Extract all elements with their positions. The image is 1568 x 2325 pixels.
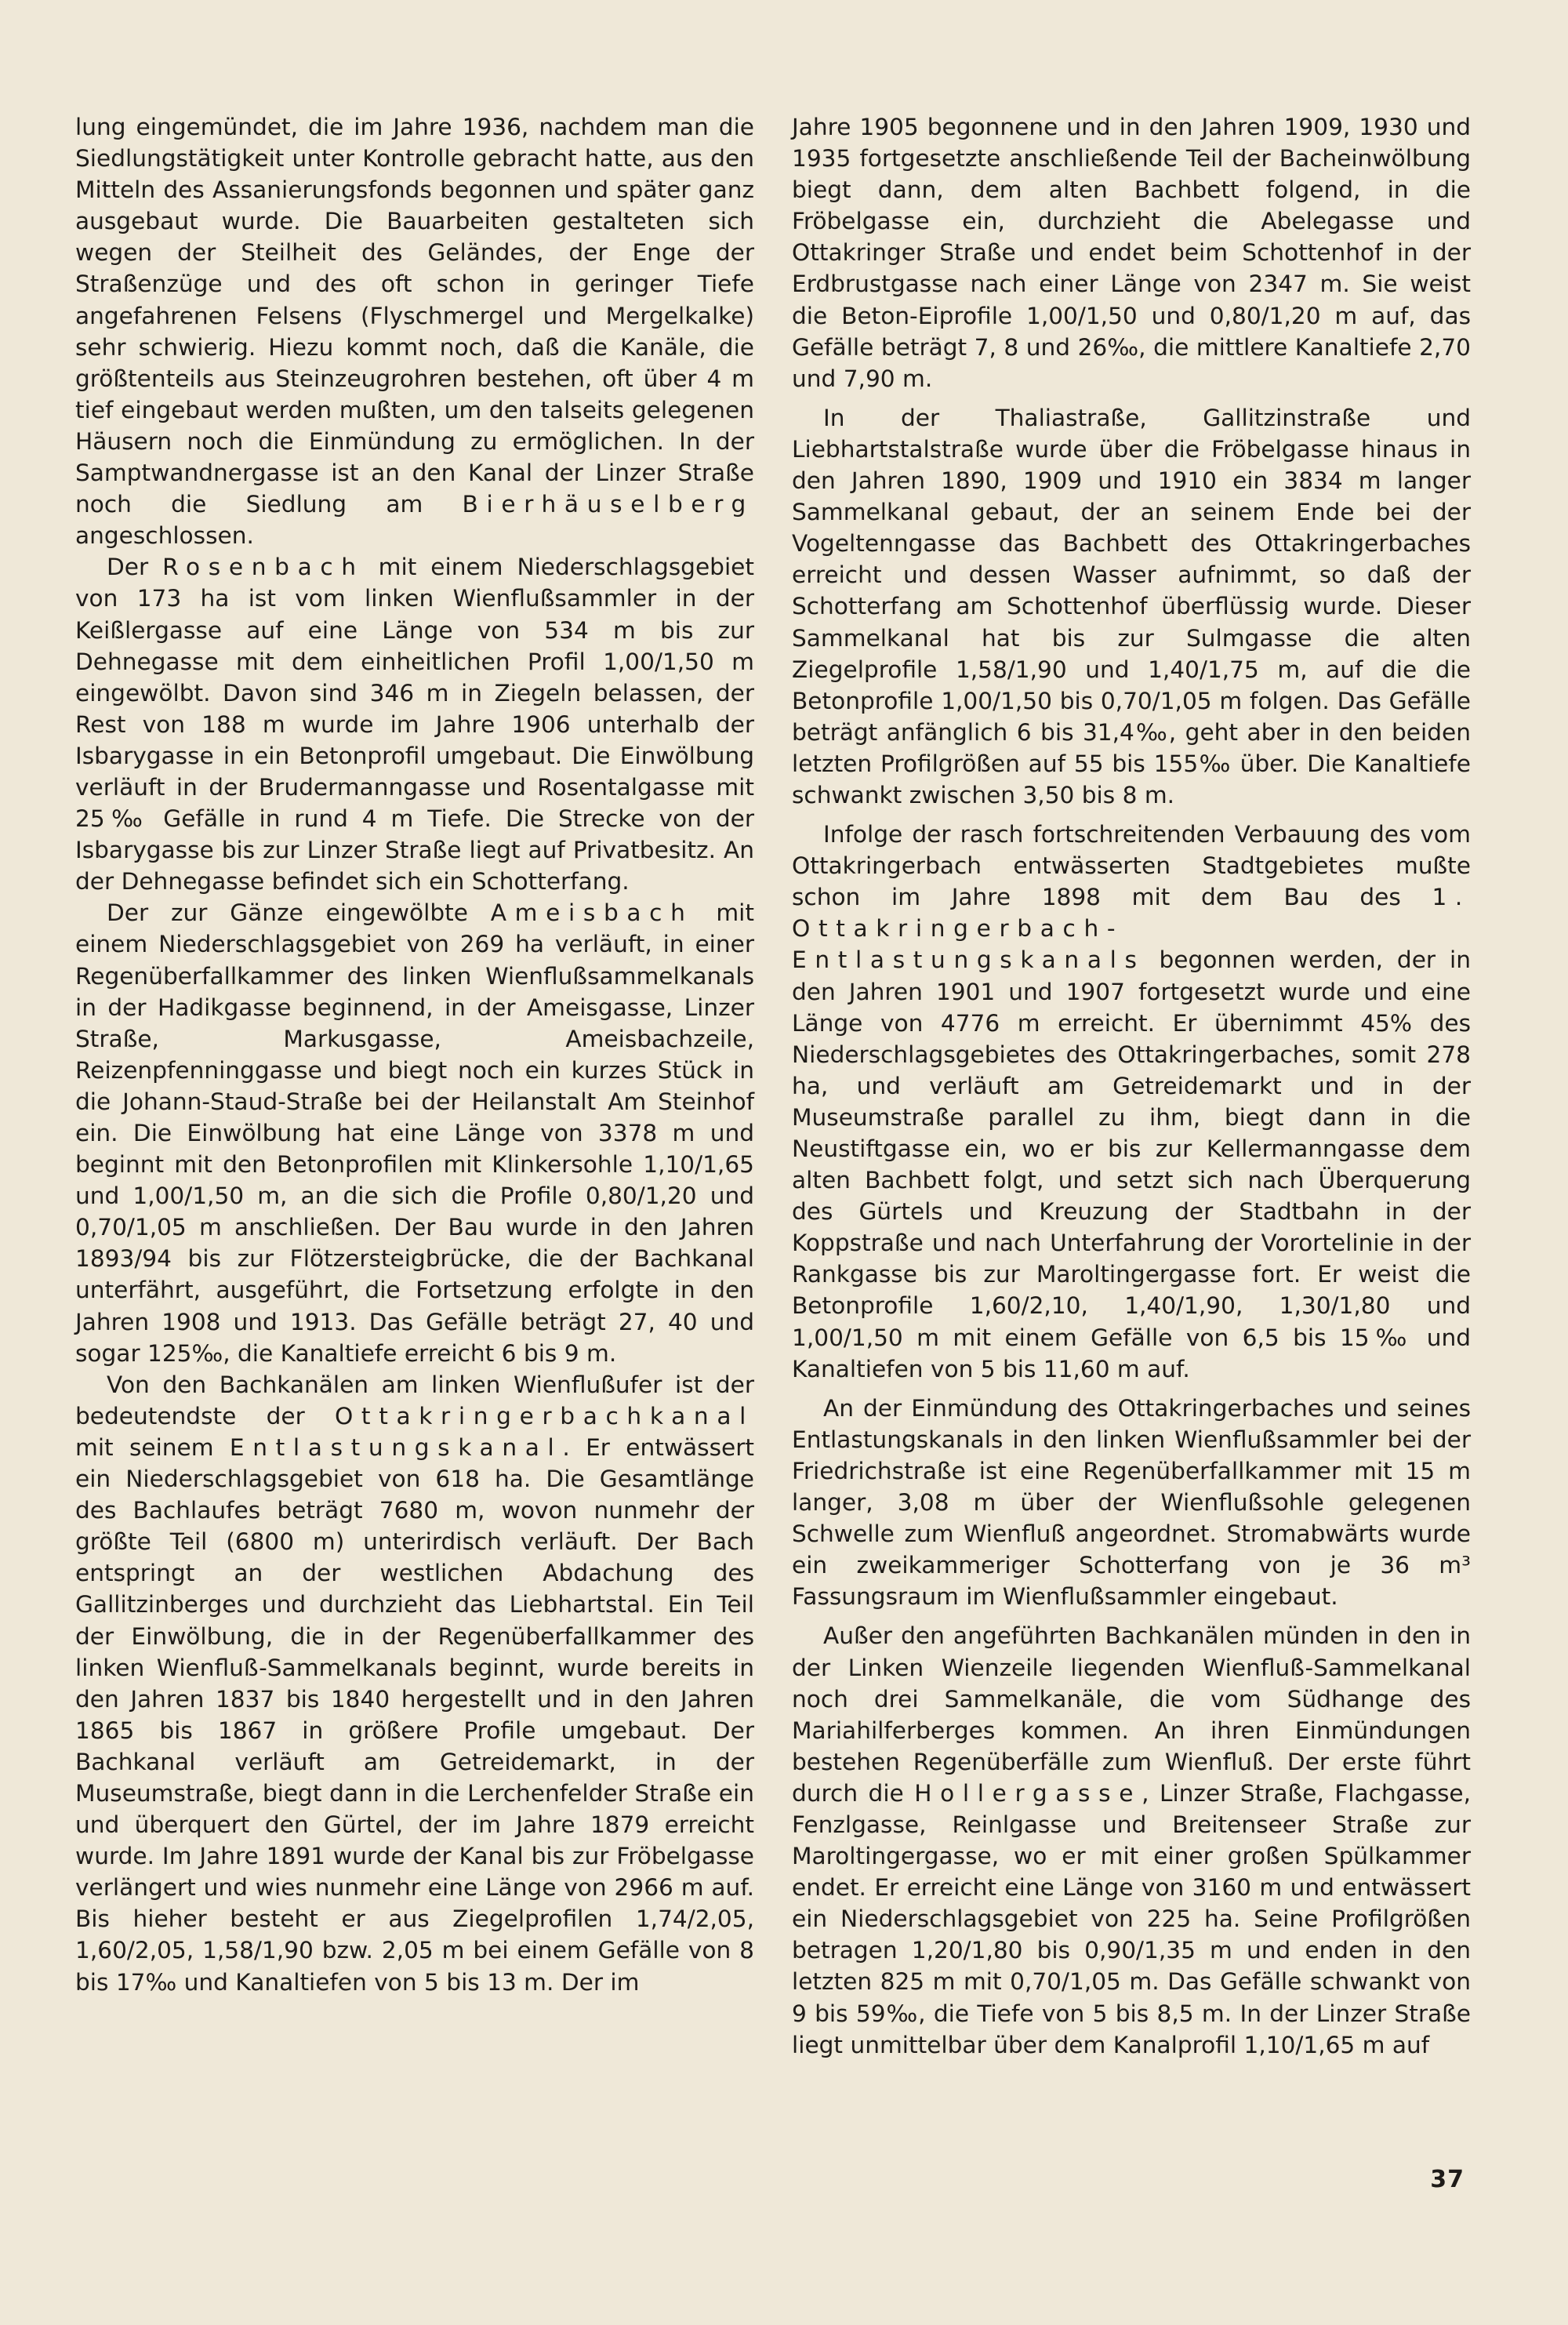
- paragraph: Von den Bachkanälen am linken Wienflußufer ist der bedeutendste der Ottakringerbachkanal mit seinem Entlastungskanal. Er entwässert ein Niederschlagsgebiet von 618 ha. Die Gesamtlänge des Bachlaufes beträgt 7680 m, wovon nunmehr der größte Teil (6800 m) unterirdisch verläuft. Der Bach entspringt an der westlichen Abdachung des Gallitzinberges und durchzieht das Liebhartstal. Ein Teil der Einwölbung, die in der Regenüberfallkammer des linken Wienfluß-Sammelkanals beginnt, wurde bereits in den Jahren 1837 bis 1840 hergestellt und in den Jahren 1865 bis 1867 in größere Profile umgebaut. Der Bachkanal verläuft am Getreidemarkt, in der Museumstraße, biegt dann in die Lerchenfelder Straße ein und überquert den Gürtel, der im Jahre 1879 erreicht wurde. Im Jahre 1891 wurde der Kanal bis zur Fröbelgasse verlängert und wies nunmehr eine Länge von 2966 m auf. Bis hieher besteht er aus Ziegelprofilen 1,74/2,05, 1,60/2,05, 1,58/1,90 bzw. 2,05 m bei einem Gefälle von 8 bis 17‰ und Kanaltiefen von 5 bis 13 m. Der im: [75, 1371, 754, 1996]
- spaced-term: 1. Ottakringerbach-Entlastungskanals: [792, 884, 1471, 974]
- spaced-term: Ottakringerbachkanal: [334, 1402, 754, 1430]
- paragraph: lung eingemündet, die im Jahre 1936, nachdem man die Siedlungstätigkeit unter Kontrolle gebracht hatte, aus den Mitteln des Assanierungsfonds begonnen und später ganz ausgebaut wurde. Die Bauarbeiten gestalteten sich wegen der Steilheit des Geländes, der Enge der Straßenzüge und des oft schon in geringer Tiefe angefahrenen Felsens (Flyschmergel und Mergelkalke) sehr schwierig. Hiezu kommt noch, daß die Kanäle, die größtenteils aus Steinzeugrohren bestehen, oft über 4 m tief eingebaut werden mußten, um den talseits gelegenen Häusern noch die Einmündung zu ermöglichen. In der Samptwandnergasse ist an den Kanal der Linzer Straße noch die Siedlung am Bierhäuselberg angeschlossen.: [75, 114, 754, 550]
- left-column: [75, 111, 754, 1998]
- paragraph: Außer den angeführten Bachkanälen münden in den in der Linken Wienzeile liegenden Wienfluß-Sammelkanal noch drei Sammelkanäle, die vom Südhange des Mariahilferberges kommen. An ihren Einmündungen bestehen Regenüberfälle zum Wienfluß. Der erste führt durch die Hollergasse, Linzer Straße, Flachgasse, Fenzlgasse, Reinlgasse und Breitenseer Straße zur Maroltingergasse, wo er mit einer großen Spülkammer endet. Er erreicht eine Länge von 3160 m und entwässert ein Niederschlagsgebiet von 225 ha. Seine Profilgrößen betragen 1,20/1,80 bis 0,90/1,35 m und enden in den letzten 825 m mit 0,70/1,05 m. Das Gefälle schwankt von 9 bis 59‰, die Tiefe von 5 bis 8,5 m. In der Linzer Straße liegt unmittelbar über dem Kanalprofil 1,10/1,65 m auf: [792, 1622, 1471, 2058]
- spaced-term: Bierhäuselberg: [462, 491, 754, 518]
- paragraph: Der zur Gänze eingewölbte Ameisbach mit einem Niederschlagsgebiet von 269 ha verläuft, in einer Regenüberfallkammer des linken Wienflußsammelkanals in der Hadikgasse beginnend, in der Ameisgasse, Linzer Straße, Markusgasse, Ameisbachzeile, Reizenpfenninggasse und biegt noch ein kurzes Stück in die Johann-Staud-Straße bei der Heilanstalt Am Steinhof ein. Die Einwölbung hat eine Länge von 3378 m und beginnt mit den Betonprofilen mit Klinkersohle 1,10/1,65 und 1,00/1,50 m, an die sich die Profile 0,80/1,20 und 0,70/1,05 m anschließen. Der Bau wurde in den Jahren 1893/94 bis zur Flötzersteigbrücke, die der Bachkanal unterfährt, ausgeführt, die Fortsetzung erfolgte in den Jahren 1908 und 1913. Das Gefälle beträgt 27, 40 und sogar 125‰, die Kanaltiefe erreicht 6 bis 9 m.: [75, 899, 754, 1367]
- spaced-term: Hollergasse: [914, 1779, 1142, 1807]
- paragraph: Der Rosenbach mit einem Niederschlagsgebiet von 173 ha ist vom linken Wienflußsammler in der Keißlergasse auf eine Länge von 534 m bis zur Dehnegasse mit dem einheitlichen Profil 1,00/1,50 m eingewölbt. Davon sind 346 m in Ziegeln belassen, der Rest von 188 m wurde im Jahre 1906 unterhalb der Isbarygasse in ein Betonprofil umgebaut. Die Einwölbung verläuft in der Brudermanngasse und Rosentalgasse mit 25‰ Gefälle in rund 4 m Tiefe. Die Strecke von der Isbarygasse bis zur Linzer Straße liegt auf Privatbesitz. An der Dehnegasse befindet sich ein Schotterfang.: [75, 554, 754, 895]
- paragraph: Jahre 1905 begonnene und in den Jahren 1909, 1930 und 1935 fortgesetzte anschließende Teil der Bacheinwölbung biegt dann, dem alten Bachbett folgend, in die Fröbelgasse ein, durchzieht die Abelegasse und Ottakringer Straße und endet beim Schottenhof in der Erdbrustgasse nach einer Länge von 2347 m. Sie weist die Beton-Eiprofile 1,00/1,50 und 0,80/1,20 m auf, das Gefälle beträgt 7, 8 und 26‰, die mittlere Kanaltiefe 2,70 und 7,90 m.: [792, 114, 1471, 392]
- spaced-term: Entlastungskanal: [229, 1433, 563, 1461]
- right-column: [792, 111, 1471, 2061]
- spaced-term: Ameisbach: [490, 899, 694, 927]
- spaced-term: Rosenbach: [162, 554, 365, 581]
- page-number: 37: [1430, 2166, 1465, 2193]
- paragraph: Infolge der rasch fortschreitenden Verbauung des vom Ottakringerbach entwässerten Stadtgebietes mußte schon im Jahre 1898 mit dem Bau des 1. Ottakringerbach-Entlastungskanals begonnen werden, der in den Jahren 1901 und 1907 fortgesetzt wurde und eine Länge von 4776 m erreicht. Er übernimmt 45% des Niederschlagsgebietes des Ottakringerbaches, somit 278 ha, und verläuft am Getreidemarkt und in der Museumstraße parallel zu ihm, biegt dann in die Neustiftgasse ein, wo er bis zur Kellermanngasse dem alten Bachbett folgt, und setzt sich nach Überquerung des Gürtels und Kreuzung der Stadtbahn in der Koppstraße und nach Unterfahrung der Vorortelinie in der Rankgasse bis zur Maroltingergasse fort. Er weist die Betonprofile 1,60/2,10, 1,40/1,90, 1,30/1,80 und 1,00/1,50 m mit einem Gefälle von 6,5 bis 15‰ und Kanaltiefen von 5 bis 11,60 m auf.: [792, 821, 1471, 1382]
- paragraph: An der Einmündung des Ottakringerbaches und seines Entlastungskanals in den linken Wienflußsammler bei der Friedrichstraße ist eine Regenüberfallkammer mit 15 m langer, 3,08 m über der Wienflußsohle gelegenen Schwelle zum Wienfluß angeordnet. Stromabwärts wurde ein zweikammeriger Schotterfang von je 36 m³ Fassungsraum im Wienflußsammler eingebaut.: [792, 1394, 1471, 1611]
- paragraph: In der Thaliastraße, Gallitzinstraße und Liebhartstalstraße wurde über die Fröbelgasse hinaus in den Jahren 1890, 1909 und 1910 ein 3834 m langer Sammelkanal gebaut, der an seinem Ende bei der Vogeltenngasse das Bachbett des Ottakringerbaches erreicht und dessen Wasser aufnimmt, so daß der Schotterfang am Schottenhof überflüssig wurde. Dieser Sammelkanal hat bis zur Sulmgasse die alten Ziegelprofile 1,58/1,90 und 1,40/1,75 m, auf die die Betonprofile 1,00/1,50 bis 0,70/1,05 m folgen. Das Gefälle beträgt anfänglich 6 bis 31,4‰, geht aber in den beiden letzten Profilgrößen auf 55 bis 155‰ über. Die Kanaltiefe schwankt zwischen 3,50 bis 8 m.: [792, 404, 1471, 808]
